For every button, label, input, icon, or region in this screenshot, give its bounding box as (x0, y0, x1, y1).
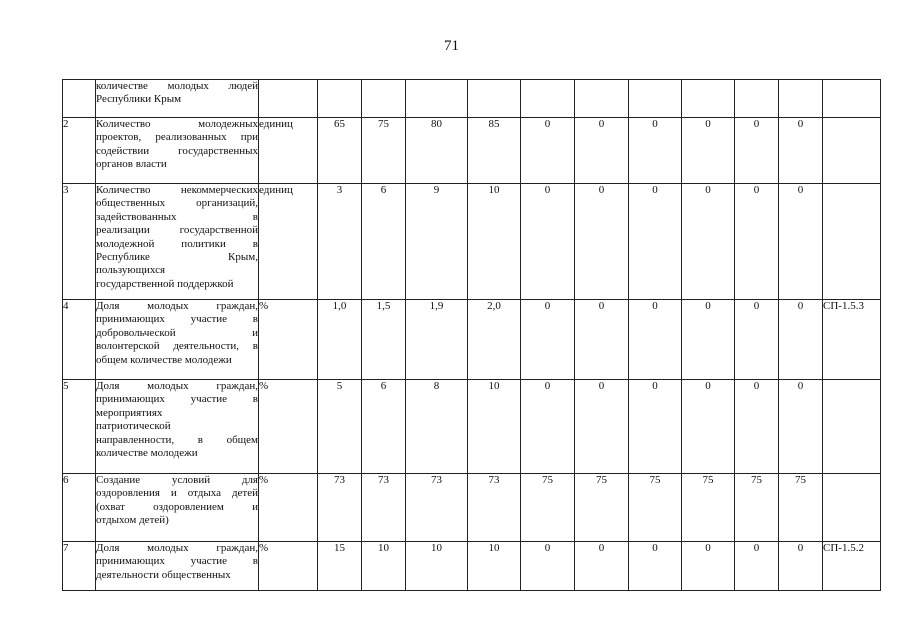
description-line: количестве молодых людей (96, 80, 258, 92)
value-cell: 10 (468, 542, 521, 591)
description-line: принимающих участие в (96, 313, 258, 326)
description-line: Республики Крым (96, 93, 182, 106)
indicators-table (62, 79, 881, 591)
value-cell: 0 (735, 300, 779, 380)
value-cell: 75 (521, 474, 575, 542)
value-cell: 0 (521, 118, 575, 184)
table-row (63, 300, 881, 380)
value-cell: 75 (629, 474, 682, 542)
value-cell: 10 (406, 542, 468, 591)
description-line: принимающих участие в (96, 393, 258, 406)
unit-cell: % (259, 474, 318, 542)
value-cell: 3 (318, 184, 362, 300)
description-line: задействованных в (96, 210, 258, 223)
value-cell: 10 (468, 380, 521, 474)
source-code-cell (823, 118, 881, 184)
value-cell: 0 (682, 118, 735, 184)
value-cell (682, 80, 735, 118)
value-cell: 0 (735, 118, 779, 184)
row-number: 2 (63, 118, 96, 184)
value-cell: 0 (575, 300, 629, 380)
value-cell: 5 (318, 380, 362, 474)
value-cell: 0 (629, 300, 682, 380)
value-cell: 73 (468, 474, 521, 542)
value-cell: 0 (682, 300, 735, 380)
value-cell: 0 (521, 300, 575, 380)
row-number: 7 (63, 542, 96, 591)
description-line: Количество некоммерческих (96, 184, 258, 196)
value-cell: 0 (682, 542, 735, 591)
value-cell: 0 (779, 380, 823, 474)
description-line: Создание условий для (96, 474, 258, 486)
table-row (63, 474, 881, 542)
description-line: Доля молодых граждан, (96, 380, 258, 392)
table-row (63, 80, 881, 118)
indicator-description (96, 474, 259, 542)
value-cell (575, 80, 629, 118)
source-code-cell (823, 474, 881, 542)
value-cell (406, 80, 468, 118)
value-cell: 0 (779, 300, 823, 380)
value-cell: 15 (318, 542, 362, 591)
value-cell: 9 (406, 184, 468, 300)
description-line: общественных организаций, (96, 197, 258, 210)
value-cell: 0 (682, 184, 735, 300)
source-code-cell: СП-1.5.3 (823, 300, 881, 380)
value-cell: 6 (362, 380, 406, 474)
value-cell: 1,0 (318, 300, 362, 380)
description-line: Количество молодежных (96, 118, 258, 130)
row-number: 3 (63, 184, 96, 300)
description-line: направленности, в общем (96, 433, 258, 446)
value-cell: 0 (735, 380, 779, 474)
value-cell: 75 (362, 118, 406, 184)
value-cell (362, 80, 406, 118)
value-cell: 10 (468, 184, 521, 300)
description-line: деятельности общественных (96, 568, 231, 581)
value-cell (468, 80, 521, 118)
value-cell: 1,5 (362, 300, 406, 380)
value-cell: 10 (362, 542, 406, 591)
source-code-cell: СП-1.5.2 (823, 542, 881, 591)
description-line: государственной поддержкой (96, 277, 234, 290)
value-cell: 75 (682, 474, 735, 542)
description-line: (охват оздоровлением и (96, 500, 258, 513)
table-row (63, 542, 881, 591)
source-code-cell (823, 184, 881, 300)
value-cell: 0 (629, 380, 682, 474)
value-cell: 85 (468, 118, 521, 184)
table-row (63, 380, 881, 474)
description-line: мероприятиях (96, 406, 163, 419)
row-number: 5 (63, 380, 96, 474)
value-cell (521, 80, 575, 118)
description-line: волонтерской деятельности, в (96, 340, 258, 353)
value-cell: 0 (521, 542, 575, 591)
unit-cell (259, 80, 318, 118)
indicator-description (96, 542, 259, 591)
value-cell: 0 (629, 542, 682, 591)
value-cell: 0 (575, 118, 629, 184)
page-number: 71 (444, 38, 459, 54)
unit-cell: % (259, 380, 318, 474)
unit-cell: единиц (259, 118, 318, 184)
value-cell (735, 80, 779, 118)
indicator-description (96, 380, 259, 474)
description-line: молодежной политики в (96, 237, 258, 250)
unit-cell: единиц (259, 184, 318, 300)
value-cell: 73 (362, 474, 406, 542)
value-cell: 73 (318, 474, 362, 542)
indicator-description (96, 300, 259, 380)
value-cell: 0 (521, 380, 575, 474)
description-line: добровольческой и (96, 326, 258, 339)
unit-cell: % (259, 300, 318, 380)
description-line: содействии государственных (96, 144, 258, 157)
indicator-description (96, 118, 259, 184)
value-cell: 0 (575, 184, 629, 300)
row-number (63, 80, 96, 118)
value-cell: 0 (682, 380, 735, 474)
row-number: 4 (63, 300, 96, 380)
description-line: пользующихся (96, 264, 166, 277)
description-line: патриотической (96, 420, 171, 433)
value-cell: 1,9 (406, 300, 468, 380)
description-line: реализации государственной (96, 224, 258, 237)
table-row (63, 118, 881, 184)
indicator-description (96, 80, 259, 118)
indicator-description (96, 184, 259, 300)
value-cell: 6 (362, 184, 406, 300)
value-cell: 75 (575, 474, 629, 542)
description-line: Республике Крым, (96, 251, 258, 264)
value-cell: 0 (779, 118, 823, 184)
description-line: органов власти (96, 158, 167, 171)
value-cell: 0 (575, 542, 629, 591)
source-code-cell (823, 80, 881, 118)
value-cell (318, 80, 362, 118)
value-cell (779, 80, 823, 118)
description-line: общем количестве молодежи (96, 353, 232, 366)
description-line: проектов, реализованных при (96, 131, 258, 144)
table-body (63, 80, 881, 591)
description-line: количестве молодежи (96, 447, 198, 460)
value-cell: 0 (735, 542, 779, 591)
value-cell: 75 (735, 474, 779, 542)
value-cell: 0 (629, 118, 682, 184)
value-cell: 75 (779, 474, 823, 542)
value-cell: 0 (779, 184, 823, 300)
row-number: 6 (63, 474, 96, 542)
value-cell: 65 (318, 118, 362, 184)
unit-cell: % (259, 542, 318, 591)
value-cell: 0 (779, 542, 823, 591)
value-cell: 80 (406, 118, 468, 184)
value-cell: 73 (406, 474, 468, 542)
value-cell (629, 80, 682, 118)
value-cell: 8 (406, 380, 468, 474)
value-cell: 0 (735, 184, 779, 300)
value-cell: 0 (575, 380, 629, 474)
description-line: Доля молодых граждан, (96, 300, 258, 312)
description-line: Доля молодых граждан, (96, 542, 258, 554)
table-row (63, 184, 881, 300)
description-line: отдыхом детей) (96, 514, 169, 527)
value-cell: 0 (629, 184, 682, 300)
source-code-cell (823, 380, 881, 474)
description-line: принимающих участие в (96, 555, 258, 568)
description-line: оздоровления и отдыха детей (96, 487, 258, 500)
value-cell: 2,0 (468, 300, 521, 380)
value-cell: 0 (521, 184, 575, 300)
